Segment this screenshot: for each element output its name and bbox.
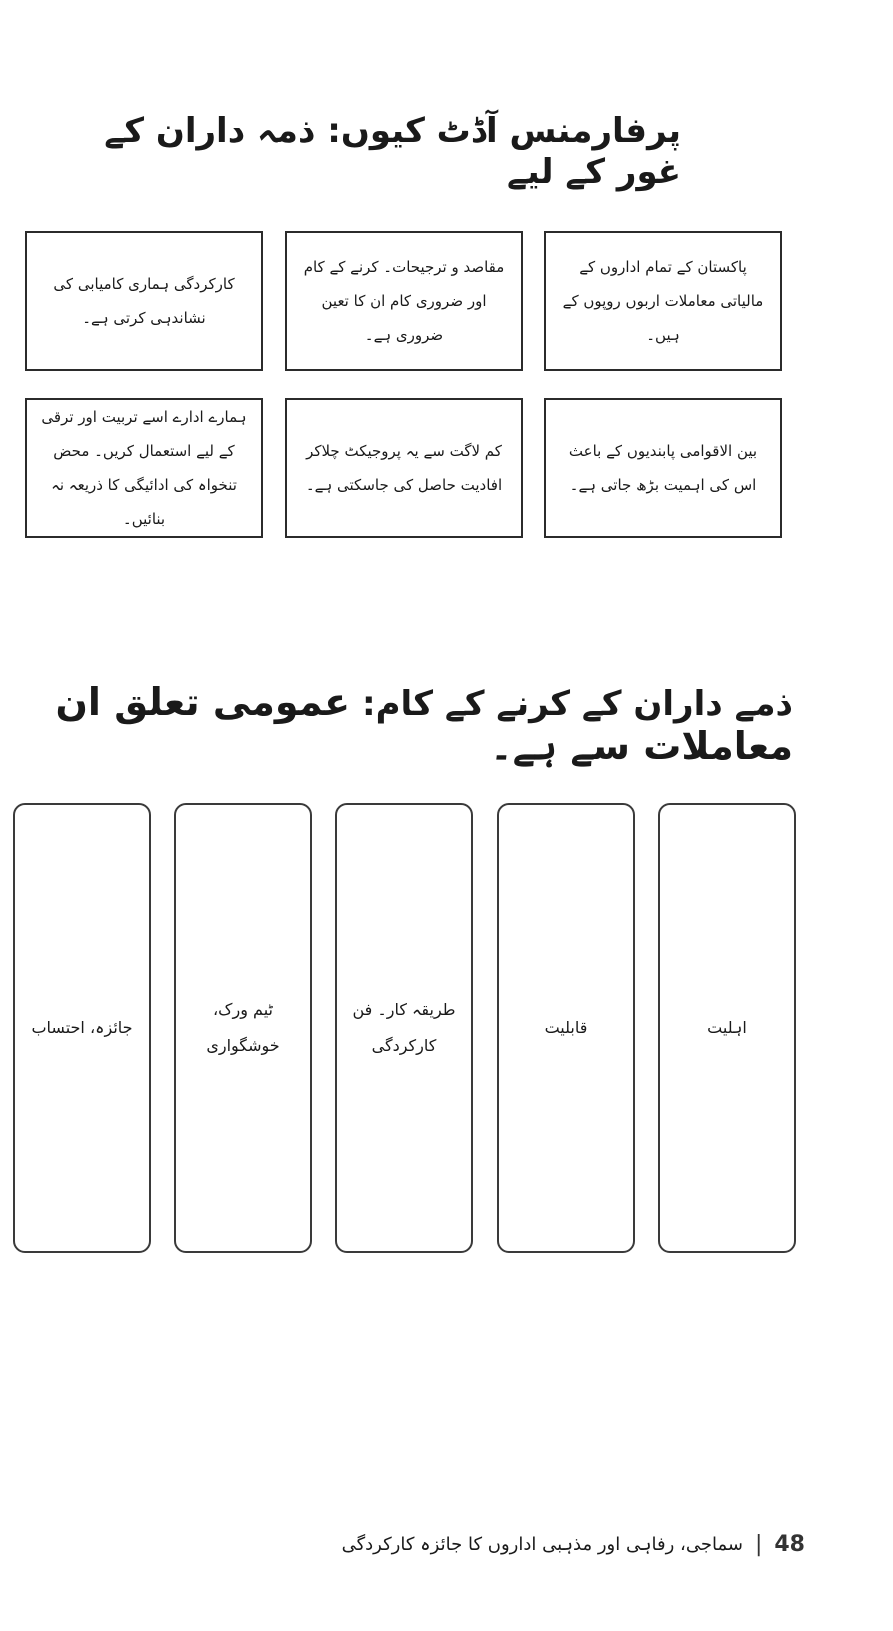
section2-title-part1: ذمے داران کے کرنے کے کام: [361, 684, 793, 724]
info-box-2: مقاصد و ترجیحات۔ کرنے کے کام اور ضروری کام ان کا تعین ضروری ہے۔ [285, 231, 523, 371]
book-title: سماجی، رفاہی اور مذہبی اداروں کا جائزہ کارکردگی [341, 1533, 743, 1555]
info-box-6: ہمارے ادارے اسے تربیت اور ترقی کے لیے استعمال کریں۔ محض تنخواہ کی ادائیگی کا ذریعہ نہ بنائیں۔ [25, 398, 263, 538]
info-box-3: کارکردگی ہماری کامیابی کی نشاندہی کرتی ہے۔ [25, 231, 263, 371]
responsibility-column-1: اہلیت [658, 803, 796, 1253]
page-footer [342, 1526, 805, 1562]
page-number: 48 [774, 1531, 805, 1557]
footer-separator: | [754, 1531, 763, 1557]
responsibility-column-5: جائزہ، احتساب [13, 803, 151, 1253]
section1-title: پرفارمنس آڈٹ کیوں: ذمہ داران کے غور کے لیے [104, 111, 681, 192]
info-box-5: کم لاگت سے یہ پروجیکٹ چلاکر افادیت حاصل کی جاسکتی ہے۔ [285, 398, 523, 538]
section2-title-part2: عمومی تعلق ان معاملات سے ہے۔ [55, 680, 793, 768]
responsibility-column-4: ٹیم ورک، خوشگواری [174, 803, 312, 1253]
section2-title [13, 680, 793, 768]
info-box-4: بین الاقوامی پابندیوں کے باعث اس کی اہمیت بڑھ جاتی ہے۔ [544, 398, 782, 538]
responsibility-column-3: طریقہ کار۔ فن کارکردگی [335, 803, 473, 1253]
responsibility-column-2: قابلیت [497, 803, 635, 1253]
info-box-1: پاکستان کے تمام اداروں کے مالیاتی معاملات اربوں روپوں کے ہیں۔ [544, 231, 782, 371]
